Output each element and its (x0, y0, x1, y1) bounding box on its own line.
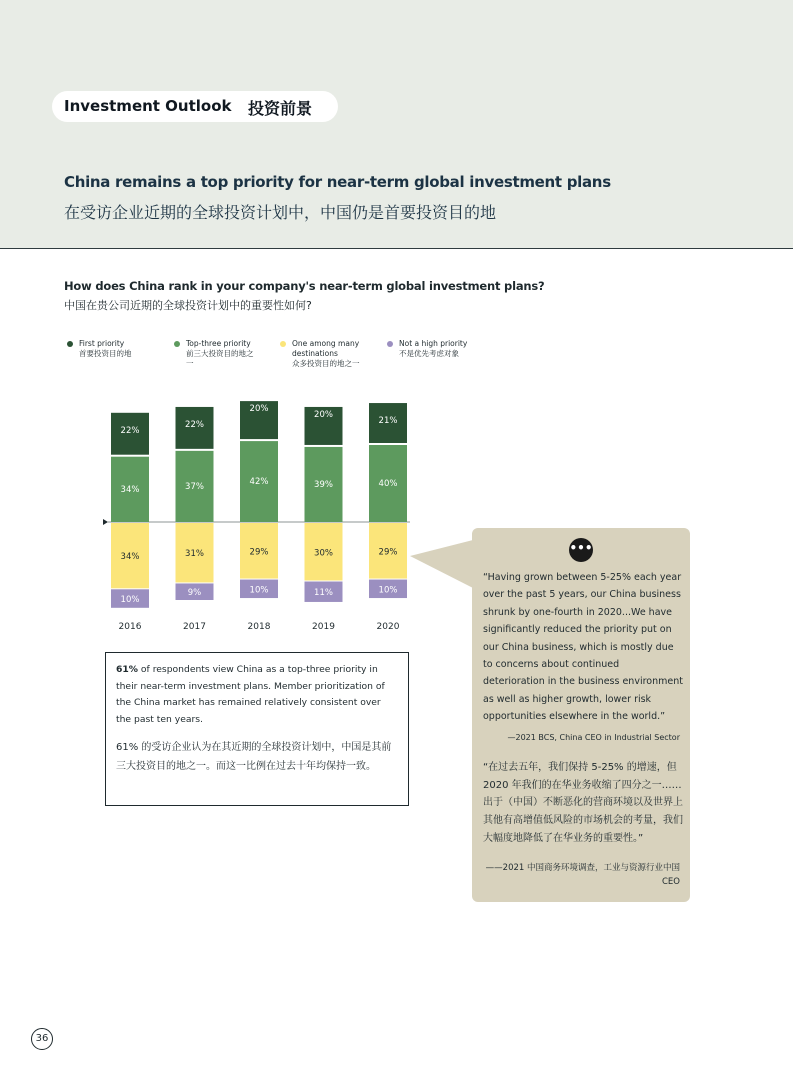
data-label: 10% (378, 585, 398, 596)
data-label: 10% (120, 595, 140, 606)
data-label: 29% (249, 547, 269, 558)
headline-en: China remains a top priority for near-term global investment plans (64, 173, 611, 191)
section-title-en: Investment Outlook (64, 97, 232, 115)
data-label: 22% (185, 419, 204, 430)
legend-label-cn: 前三大投资目的地之一 (186, 349, 254, 368)
data-label: 29% (378, 547, 398, 558)
quote-text-en: “Having grown between 5-25% each year over the past 5 years, our China business shrunk by one-fourth in 2020...We have significantly reduced the priority put on our China business, which is mostly due to concerns about continued deterioration in the business environment as well as higher growth, lower risk opportunities elsewhere in the world.” (483, 572, 683, 723)
quote-attribution-cn: ——2021 中国商务环境调查，工业与资源行业中国 CEO (485, 863, 680, 887)
legend-label-cn: 不是优先考虑对象 (399, 349, 459, 358)
data-label: 10% (249, 585, 269, 596)
data-label: 9% (187, 588, 202, 599)
legend-label-cn: 众多投资目的地之一 (292, 359, 360, 368)
x-tick-label: 2016 (118, 622, 142, 632)
data-label: 37% (185, 481, 204, 492)
legend-label-en: Not a high priority (399, 339, 468, 348)
data-label: 40% (378, 479, 398, 489)
data-label: 22% (120, 425, 140, 436)
headline-cn: 在受访企业近期的全球投资计划中，中国仍是首要投资目的地 (64, 203, 497, 222)
quote-text-cn: “在过去五年，我们保持 5-25% 的增速，但 2020 年我们的在华业务收缩了四分之一……出于（中国）不断恶化的营商环境以及世界上其他有高增值低风险的市场机会的考量，我们大幅度地降低了在华业务的重要性。” (483, 762, 683, 844)
x-tick-label: 2018 (247, 622, 271, 632)
section-title-cn: 投资前景 (248, 99, 313, 118)
legend-label-en: Top-three priority (186, 339, 251, 348)
data-label: 31% (185, 549, 204, 560)
key-finding-text: of respondents view China as a top-three priority in their near-term investment plans. Member prioritization of the China market has remained relatively consistent over the past ten years. (116, 664, 385, 725)
key-finding-highlight: 61% (116, 664, 138, 675)
data-label: 20% (249, 404, 269, 415)
key-finding-cn: 61% 的受访企业认为在其近期的全球投资计划中，中国是其前三大投资目的地之一。而这一比例在过去十年均保持一致。 (116, 742, 392, 772)
legend-label-en: First priority (79, 339, 125, 348)
data-label: 21% (378, 416, 398, 427)
x-tick-label: 2019 (312, 622, 335, 632)
quote-attribution-en: —2021 BCS, China CEO in Industrial Sector (507, 733, 680, 742)
page-number: 36 (31, 1028, 53, 1050)
data-label: 34% (120, 552, 140, 563)
legend-label-cn: 首要投资目的地 (79, 349, 132, 358)
chart-question-en: How does China rank in your company's near-term global investment plans? (64, 279, 545, 293)
x-tick-label: 2020 (376, 622, 400, 632)
data-label: 39% (314, 479, 333, 490)
chart-question-cn: 中国在贵公司近期的全球投资计划中的重要性如何? (64, 299, 312, 312)
x-tick-label: 2017 (183, 622, 206, 632)
data-label: 34% (120, 484, 140, 495)
quote-box (472, 528, 690, 902)
data-label: 30% (314, 548, 333, 559)
speech-bubble-icon: ••• (569, 538, 593, 562)
data-label: 20% (314, 409, 333, 420)
data-label: 42% (249, 477, 269, 488)
legend-label-en: One among many destinations (292, 339, 360, 358)
data-label: 11% (314, 588, 333, 599)
quote-pointer-shape (410, 540, 473, 588)
